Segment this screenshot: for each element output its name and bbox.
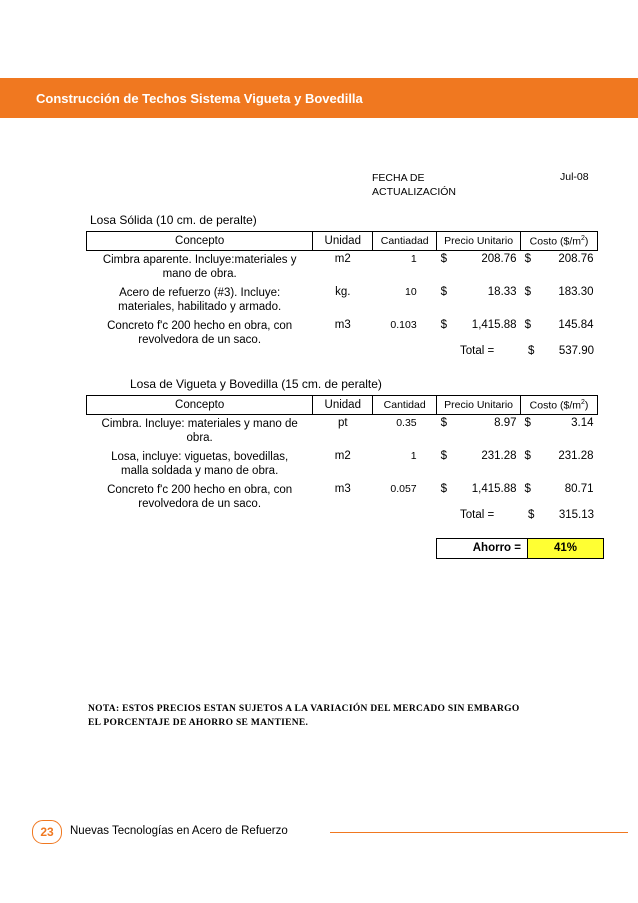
losa-vigueta-total-value: 315.13 (558, 509, 594, 521)
losa-solida-total-value: 537.90 (558, 345, 594, 357)
col-costo-sup: 2 (581, 398, 585, 406)
col-costo-text: Costo ($/m (529, 235, 581, 248)
row-sign: $ (440, 285, 448, 298)
losa-vigueta-total-sign: $ (528, 509, 535, 521)
col-costo-sup: 2 (581, 234, 585, 242)
losa-vigueta-table (86, 395, 598, 514)
fecha-label-line1: FECHA DE (372, 172, 425, 184)
header-banner (0, 78, 638, 118)
row-precio: 8.97 (494, 417, 517, 429)
row-precio: 208.76 (481, 253, 517, 265)
fecha-label (372, 171, 456, 199)
row-sign: $ (440, 318, 448, 331)
col-concepto: Concepto (87, 396, 313, 415)
page-title: Construcción de Techos Sistema Vigueta y Bovedilla (36, 91, 363, 106)
nota (88, 702, 520, 730)
row-sign: $ (524, 253, 531, 265)
row-unidad: m2 (334, 253, 351, 265)
losa-solida-total-label: Total = (460, 345, 495, 357)
row-concepto (87, 284, 313, 317)
row-cantidad: 1 (410, 449, 417, 462)
row-costo: 183.30 (558, 285, 594, 298)
col-cantidad: Cantiadad (373, 232, 437, 251)
row-unidad: m2 (334, 449, 351, 462)
fecha-label-line2: ACTUALIZACIÓN (372, 186, 457, 198)
ahorro-label: Ahorro = (472, 542, 521, 554)
col-costo (521, 232, 598, 251)
row-sign: $ (524, 318, 531, 331)
table-row (87, 317, 598, 350)
col-cantidad: Cantidad (373, 396, 437, 415)
col-costo-text: Costo ($/m (529, 399, 581, 412)
col-precio: Precio Unitario (437, 232, 521, 251)
row-cantidad: 0.35 (396, 417, 417, 429)
row-concepto (87, 317, 313, 350)
row-costo: 145.84 (558, 318, 594, 331)
ahorro-box (436, 538, 604, 559)
col-costo (521, 396, 598, 415)
concepto-line: Losa, incluye: viguetas, bovedillas, (111, 450, 289, 463)
row-sign: $ (524, 482, 531, 495)
concepto-line: Acero de refuerzo (#3). Incluye: (119, 286, 281, 299)
losa-vigueta-title: Losa de Vigueta y Bovedilla (15 cm. de peralte) (130, 377, 382, 391)
concepto-line: revolvedora de un saco. (138, 333, 262, 346)
nota-line2: EL PORCENTAJE DE AHORRO SE MANTIENE. (88, 718, 309, 728)
footer-divider (330, 832, 628, 833)
losa-vigueta-total-label: Total = (460, 509, 495, 521)
row-precio: 1,415.88 (471, 482, 517, 495)
row-sign: $ (524, 449, 531, 462)
table-header-row (87, 396, 598, 415)
concepto-line: materiales, habilitado y armado. (118, 300, 282, 313)
footer-text: Nuevas Tecnologías en Acero de Refuerzo (70, 825, 288, 837)
row-sign: $ (524, 417, 531, 429)
col-costo-end: ) (584, 235, 589, 248)
row-concepto (87, 251, 313, 284)
concepto-line: revolvedora de un saco. (138, 497, 262, 510)
concepto-line: Concreto f'c 200 hecho en obra, con (107, 319, 293, 332)
row-concepto (87, 448, 313, 481)
table-row (87, 284, 598, 317)
row-unidad: pt (337, 417, 348, 429)
row-sign: $ (440, 417, 448, 429)
concepto-line: malla soldada y mano de obra. (121, 464, 279, 477)
col-costo-end: ) (584, 399, 589, 412)
row-cantidad: 10 (404, 285, 417, 298)
page-number: 23 (32, 820, 62, 844)
row-costo: 208.76 (558, 253, 594, 265)
row-sign: $ (524, 285, 531, 298)
row-sign: $ (440, 482, 448, 495)
col-concepto: Concepto (87, 232, 313, 251)
row-precio: 1,415.88 (471, 318, 517, 331)
table-row (87, 251, 598, 284)
col-unidad: Unidad (313, 232, 373, 251)
losa-solida-title: Losa Sólida (10 cm. de peralte) (90, 213, 257, 227)
concepto-line: mano de obra. (162, 268, 237, 280)
losa-solida-total-sign: $ (528, 345, 535, 357)
table-row (87, 415, 598, 448)
concepto-line: Cimbra. Incluye: materiales y mano de (101, 418, 298, 430)
row-costo: 80.71 (564, 482, 594, 495)
table-header-row (87, 232, 598, 251)
row-unidad: m3 (334, 318, 351, 331)
row-costo: 231.28 (558, 449, 594, 462)
row-cantidad: 1 (410, 253, 417, 265)
concepto-line: Concreto f'c 200 hecho en obra, con (107, 483, 293, 496)
col-precio: Precio Unitario (437, 396, 521, 415)
row-sign: $ (440, 449, 448, 462)
row-concepto (87, 415, 313, 448)
table-row (87, 448, 598, 481)
row-costo: 3.14 (571, 417, 594, 429)
nota-line1: NOTA: ESTOS PRECIOS ESTAN SUJETOS A LA VARIACIÓN DEL MERCADO SIN EMBARGO (88, 704, 520, 714)
row-unidad: kg. (335, 285, 351, 298)
concepto-line: Cimbra aparente. Incluye:materiales y (102, 254, 297, 266)
concepto-line: obra. (186, 432, 213, 444)
row-sign: $ (440, 253, 448, 265)
row-cantidad: 0.057 (390, 482, 417, 495)
row-precio: 18.33 (487, 285, 517, 298)
fecha-value: Jul-08 (560, 171, 589, 183)
col-unidad: Unidad (313, 396, 373, 415)
losa-solida-table (86, 231, 598, 350)
row-cantidad: 0.103 (390, 318, 417, 331)
ahorro-value: 41% (527, 539, 603, 558)
row-precio: 231.28 (481, 449, 517, 462)
table-row (87, 481, 598, 514)
row-concepto (87, 481, 313, 514)
row-unidad: m3 (334, 482, 351, 495)
